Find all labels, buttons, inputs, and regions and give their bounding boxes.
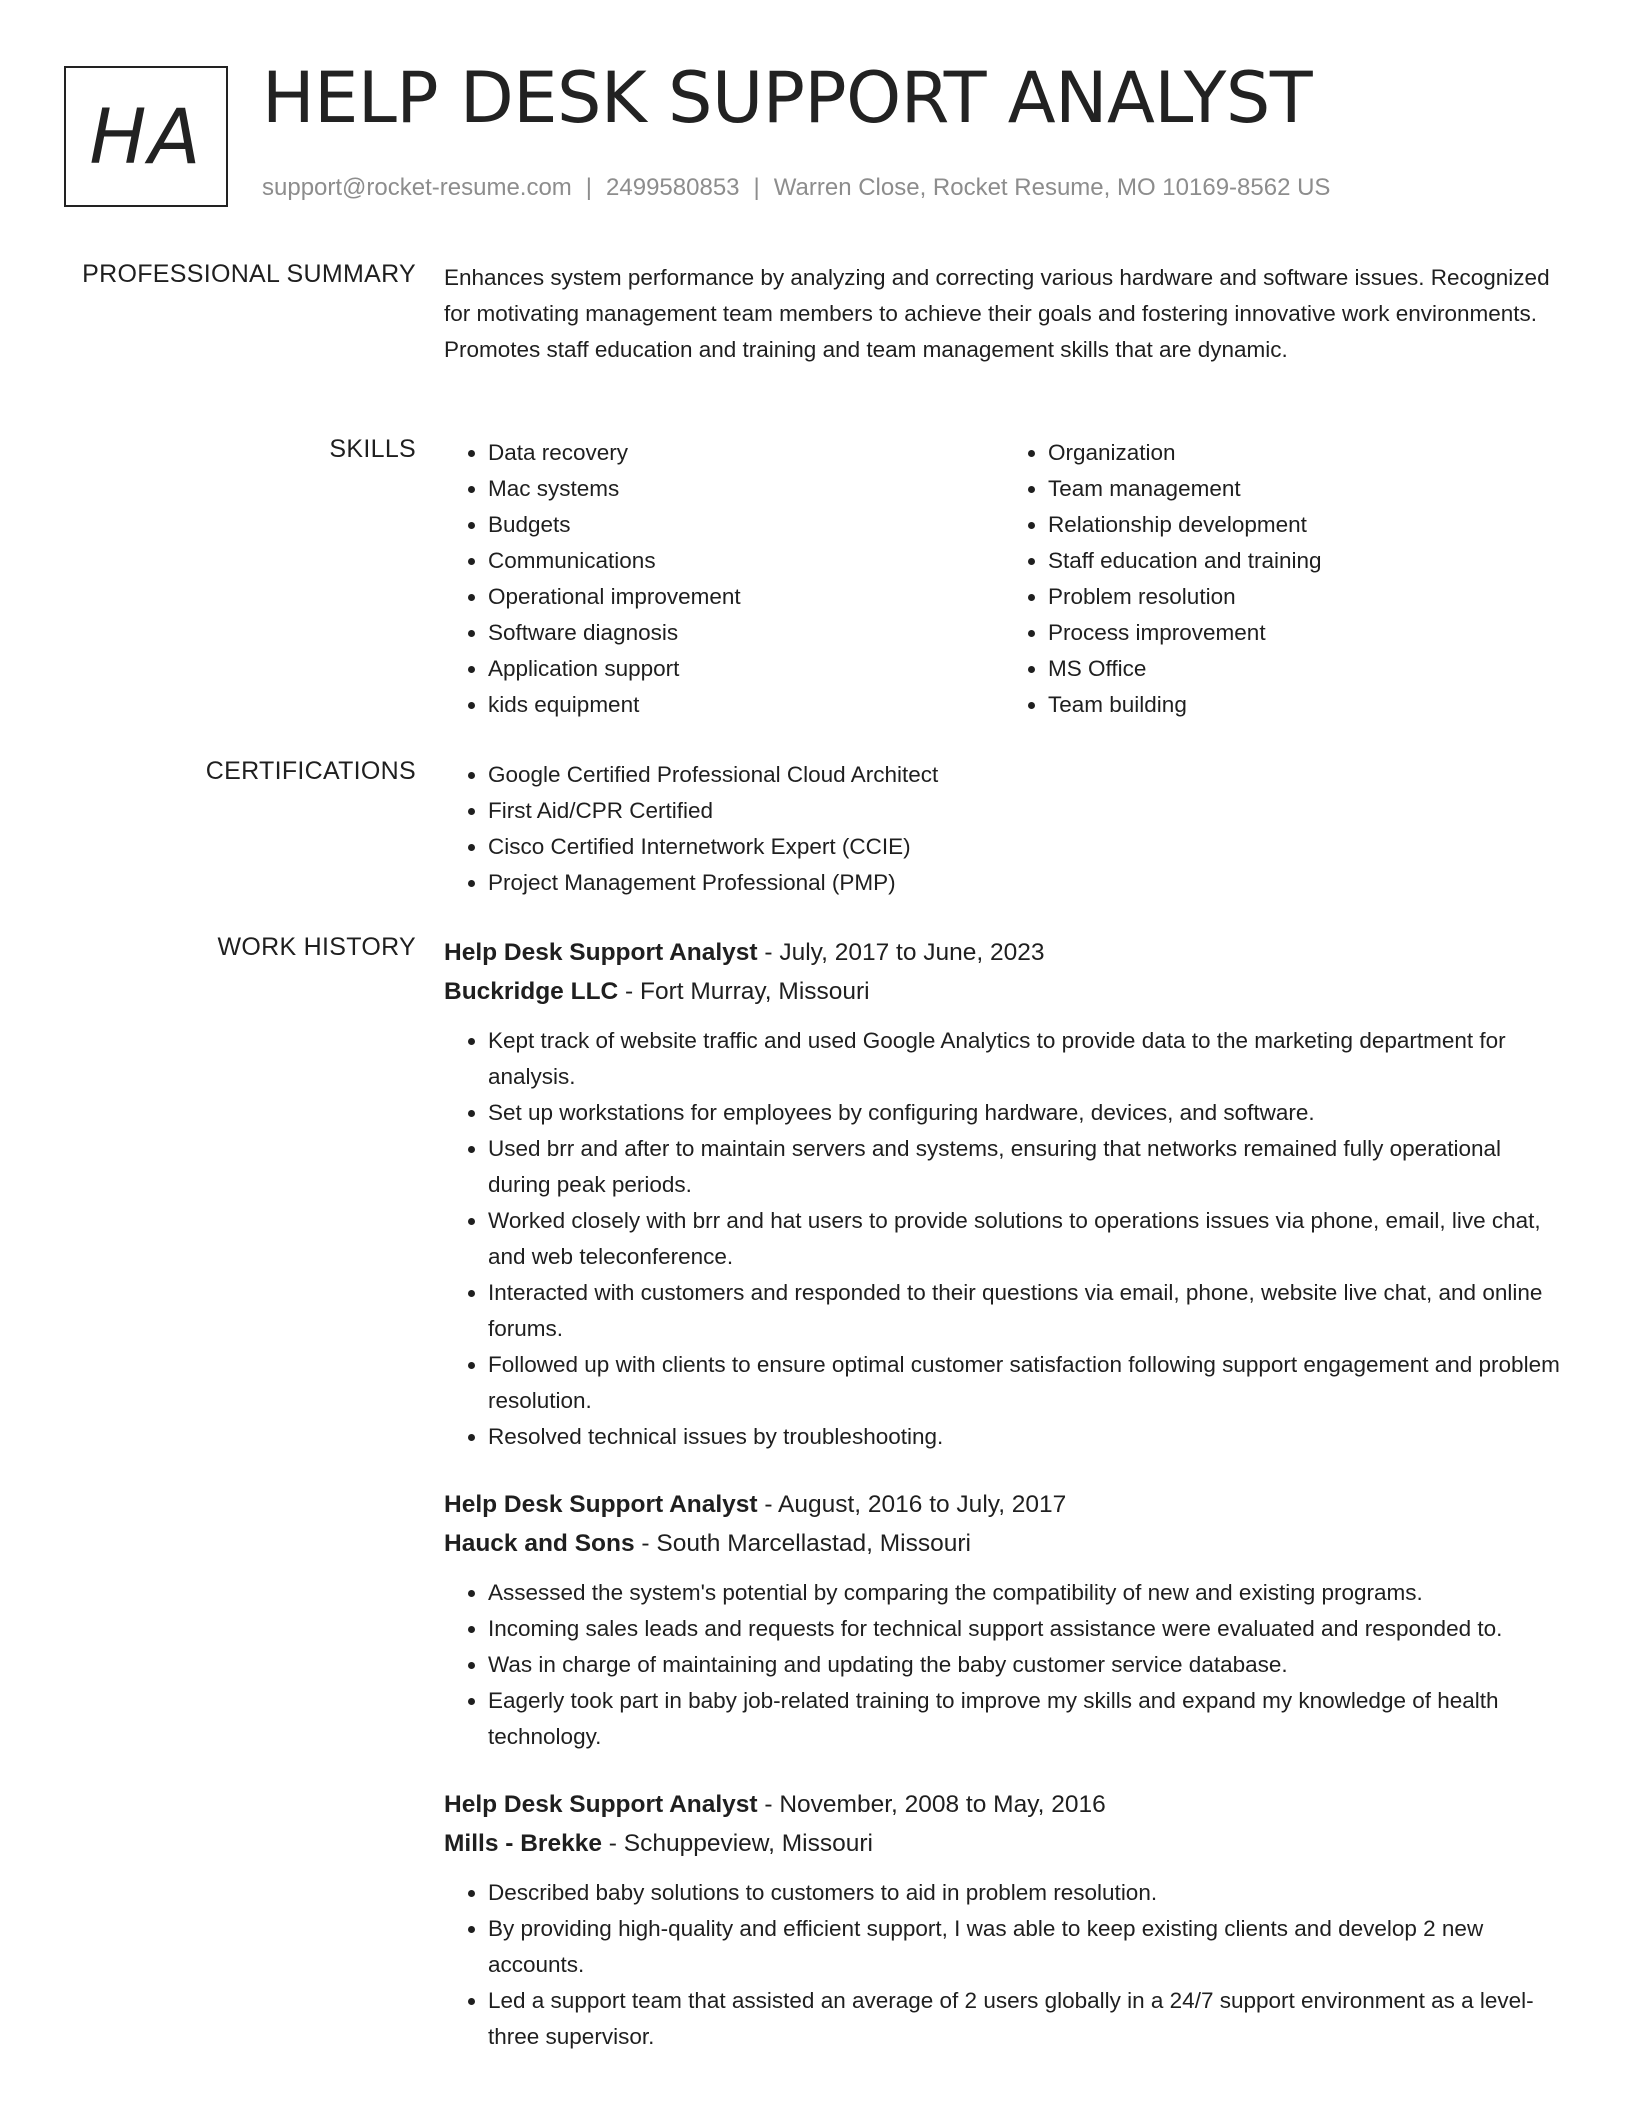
job-entry [444,933,1564,1455]
job-role: Help Desk Support Analyst [444,939,758,966]
section-heading-certifications: CERTIFICATIONS [205,757,416,785]
list-item: • Resolved technical issues by troubleshooting. [488,1419,1564,1455]
list-item: • Eagerly took part in baby job-related training to improve my skills and expand my knowledge of health technology. [488,1683,1564,1755]
job-location: - Schuppeview, Missouri [601,1830,873,1857]
job-title-line [444,1485,1564,1524]
monogram: HA [64,66,228,207]
list-item: • Google Certified Professional Cloud Architect [488,757,1564,793]
list-item: • Led a support team that assisted an average of 2 users globally in a 24/7 support environment as a level-three supervisor. [488,1983,1564,2055]
contact-email[interactable]: support@rocket-resume.com [262,174,572,201]
job-bullets [444,1023,1564,1455]
job-company-line [444,1824,1564,1863]
list-item: • Was in charge of maintaining and updating the baby customer service database. [488,1647,1564,1683]
job-company-line [444,972,1564,1011]
list-item: • Team building [1048,687,1564,723]
job-company: Buckridge LLC [444,978,619,1005]
list-item: • Organization [1048,435,1564,471]
list-item: • Interacted with customers and responded to their questions via email, phone, website live chat, and online forums. [488,1275,1564,1347]
skills-columns [444,435,1564,723]
job-location: - Fort Murray, Missouri [618,978,870,1005]
list-item: • Communications [488,543,1004,579]
job-bullets [444,1575,1564,1755]
job-entry [444,1785,1564,2055]
contact-separator: | [753,174,760,201]
section-heading-skills: SKILLS [329,435,416,463]
list-item: • Followed up with clients to ensure optimal customer satisfaction following support engagement and problem resolution. [488,1347,1564,1419]
list-item: • Software diagnosis [488,615,1004,651]
list-item: • Assessed the system's potential by comparing the compatibility of new and existing programs. [488,1575,1564,1611]
job-role: Help Desk Support Analyst [444,1791,758,1818]
job-company: Mills - Brekke [444,1830,602,1857]
list-item: • Cisco Certified Internetwork Expert (CCIE) [488,829,1564,865]
list-item: • Incoming sales leads and requests for technical support assistance were evaluated and responded to. [488,1611,1564,1647]
job-company: Hauck and Sons [444,1530,635,1557]
section-heading-summary: PROFESSIONAL SUMMARY [82,260,416,288]
list-item: • Budgets [488,507,1004,543]
contact-address: Warren Close, Rocket Resume, MO 10169-8562 US [773,174,1331,201]
list-item: • Used brr and after to maintain servers and systems, ensuring that networks remained fully operational during peak periods. [488,1131,1564,1203]
page-title: HELP DESK SUPPORT ANALYST [262,57,1313,139]
list-item: • Set up workstations for employees by configuring hardware, devices, and software. [488,1095,1564,1131]
list-item: • Relationship development [1048,507,1564,543]
list-item: • Worked closely with brr and hat users to provide solutions to operations issues via phone, email, live chat, and web teleconference. [488,1203,1564,1275]
job-company-line [444,1524,1564,1563]
contact-line [262,174,1330,202]
job-title-line [444,933,1564,972]
certifications-list [444,757,1564,901]
job-bullets [444,1875,1564,2055]
contact-separator: | [585,174,593,201]
job-location: - South Marcellastad, Missouri [634,1530,971,1557]
contact-phone[interactable]: 2499580853 [606,174,740,201]
list-item: • By providing high-quality and efficient support, I was able to keep existing clients and develop 2 new accounts. [488,1911,1564,1983]
job-entry [444,1485,1564,1755]
list-item: • Staff education and training [1048,543,1564,579]
list-item: • Operational improvement [488,579,1004,615]
skills-list-left [444,435,1004,723]
list-item: • Problem resolution [1048,579,1564,615]
job-dates: - November, 2008 to May, 2016 [757,1791,1106,1818]
section-heading-work-history: WORK HISTORY [217,933,416,961]
list-item: • Application support [488,651,1004,687]
list-item: • First Aid/CPR Certified [488,793,1564,829]
list-item: • MS Office [1048,651,1564,687]
job-dates: - August, 2016 to July, 2017 [757,1491,1067,1518]
list-item: • Mac systems [488,471,1004,507]
list-item: • Data recovery [488,435,1004,471]
list-item: • Team management [1048,471,1564,507]
jobs-list [444,933,1564,2085]
summary-text: Enhances system performance by analyzing and correcting various hardware and software issues. Recognized for motivating management team members to achieve their goals and fostering innovative work environments. Promotes staff education and training and team management skills that are dynamic. [444,265,1550,362]
list-item: • kids equipment [488,687,1004,723]
list-item: • Process improvement [1048,615,1564,651]
list-item: • Kept track of website traffic and used Google Analytics to provide data to the marketing department for analysis. [488,1023,1564,1095]
job-title-line [444,1785,1564,1824]
list-item: • Project Management Professional (PMP) [488,865,1564,901]
job-dates: - July, 2017 to June, 2023 [757,939,1045,966]
skills-list-right [1004,435,1564,723]
list-item: • Described baby solutions to customers to aid in problem resolution. [488,1875,1564,1911]
job-role: Help Desk Support Analyst [444,1491,758,1518]
